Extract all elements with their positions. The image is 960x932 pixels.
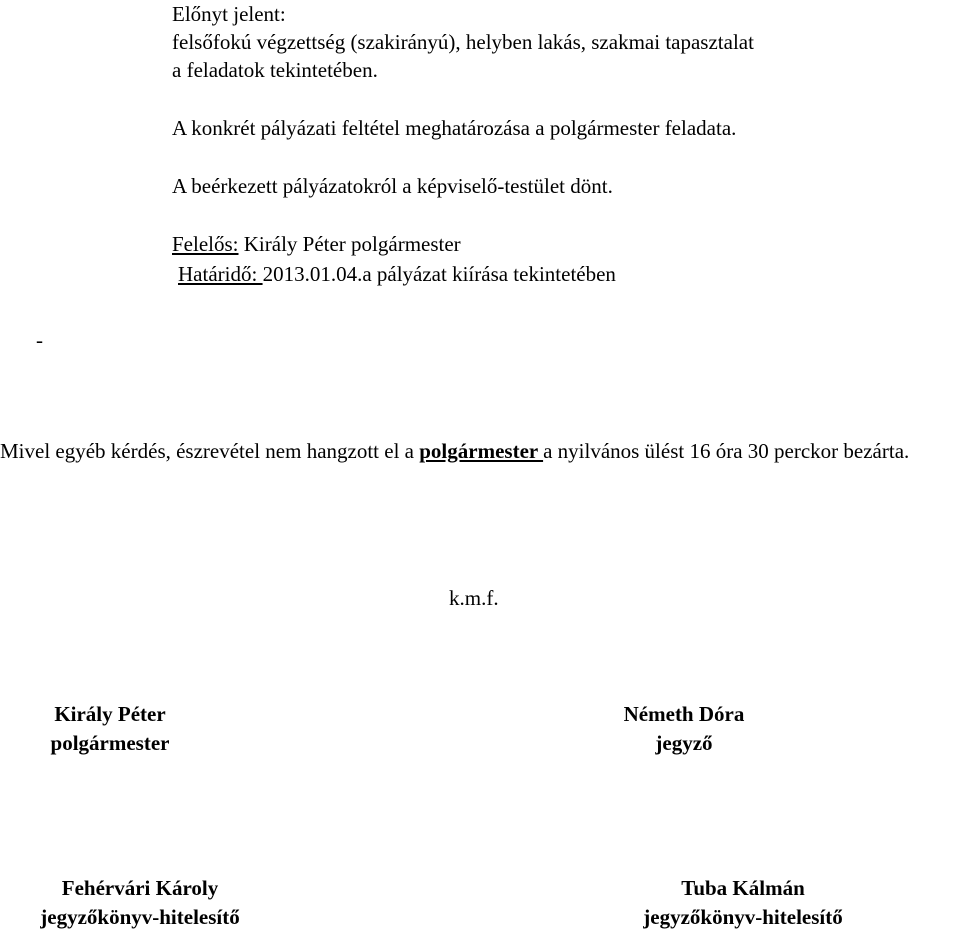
- signature-name: Fehérvári Károly: [61, 876, 219, 900]
- deadline-value: 2013.01.04.a pályázat kiírása tekintetében: [262, 262, 616, 286]
- advantage-line-1: felsőfokú végzettség (szakirányú), helyben lakás, szakmai tapasztalat: [172, 30, 754, 54]
- conditions-paragraph: A konkrét pályázati feltétel meghatározása a polgármester feladata.: [172, 116, 737, 140]
- deadline-line: [178, 262, 616, 286]
- responsible-label: Felelős:: [172, 232, 239, 256]
- signature-name: Németh Dóra: [623, 702, 745, 726]
- kmf-label: k.m.f.: [449, 586, 499, 610]
- list-dash: -: [36, 328, 43, 352]
- closing-paragraph: [0, 436, 960, 466]
- advantage-line-2: a feladatok tekintetében.: [172, 58, 378, 82]
- signature-name: Király Péter: [54, 702, 166, 726]
- signature-authenticator-2: [608, 874, 878, 932]
- signature-authenticator-1: [5, 874, 275, 932]
- decision-paragraph: A beérkezett pályázatokról a képviselő-testület dönt.: [172, 174, 613, 198]
- signature-name: Tuba Kálmán: [681, 876, 805, 900]
- deadline-label: Határidő:: [178, 262, 263, 286]
- signature-mayor: [20, 700, 200, 758]
- advantage-heading: Előnyt jelent:: [172, 2, 286, 26]
- closing-part-1: Mivel egyéb kérdés, észrevétel nem hangzott el a: [0, 439, 420, 463]
- signature-role: polgármester: [50, 731, 170, 755]
- signature-role: jegyző: [655, 731, 713, 755]
- closing-part-2: a nyilvános ülést 16 óra 30 perckor bezárta.: [543, 439, 910, 463]
- signature-role: jegyzőkönyv-hitelesítő: [40, 905, 240, 929]
- responsible-line: [172, 232, 461, 256]
- signature-notary: [594, 700, 774, 758]
- signature-role: jegyzőkönyv-hitelesítő: [643, 905, 843, 929]
- responsible-value: Király Péter polgármester: [238, 232, 461, 256]
- closing-mayor-word: polgármester: [419, 439, 544, 463]
